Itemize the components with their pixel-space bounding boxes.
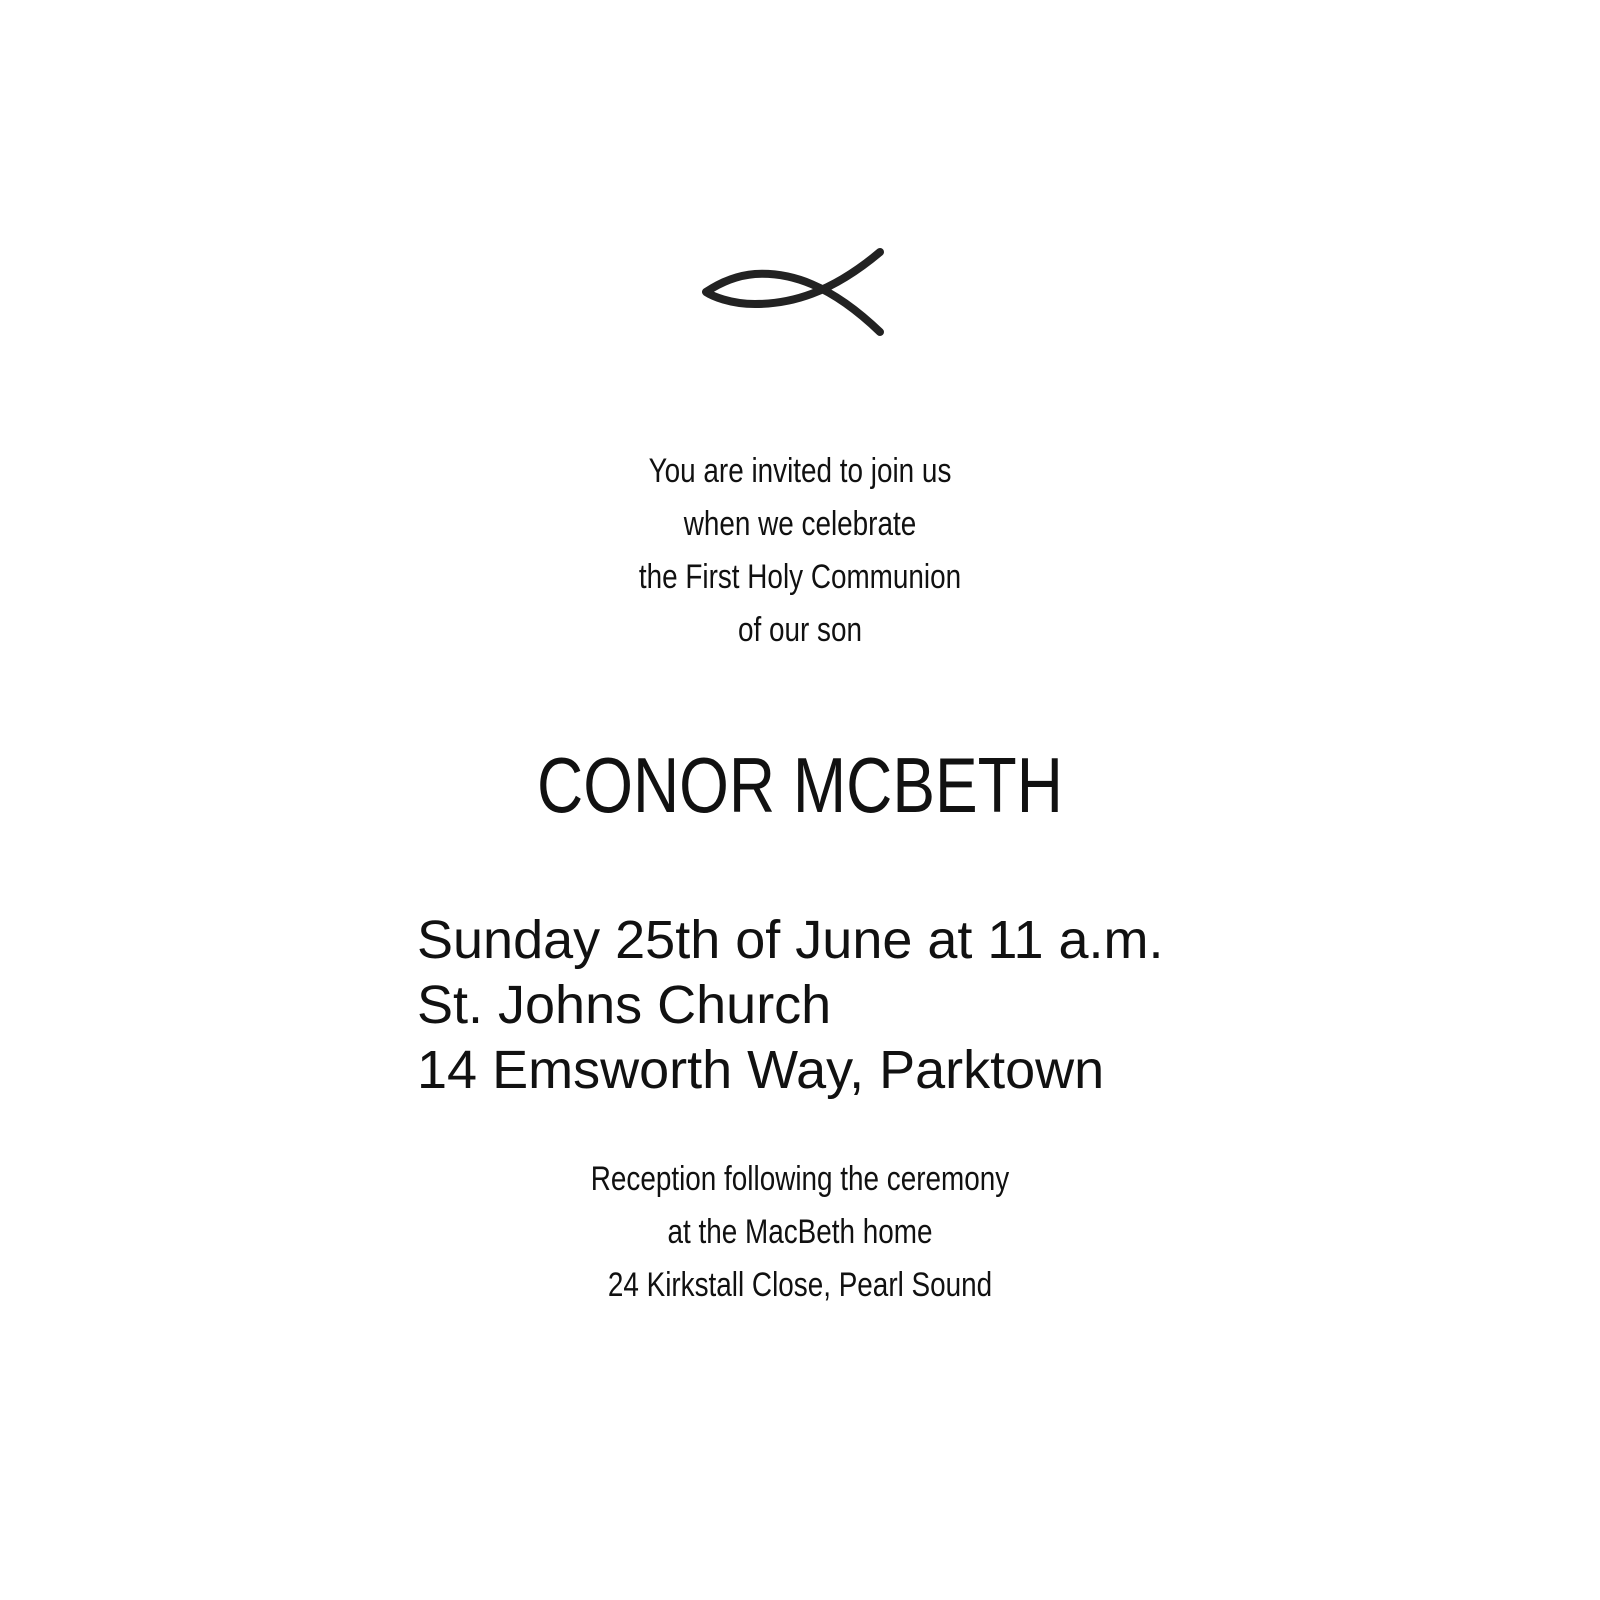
intro-line: of our son: [738, 611, 862, 649]
event-date-time: Sunday 25th of June at 11 a.m.: [417, 910, 1164, 970]
event-venue: St. Johns Church: [417, 975, 832, 1035]
intro-line: You are invited to join us: [648, 452, 952, 490]
intro-line: the First Holy Communion: [638, 558, 962, 596]
event-address: 14 Emsworth Way, Parktown: [417, 1040, 1105, 1100]
reception-line: Reception following the ceremony: [590, 1160, 1010, 1198]
reception-address: 24 Kirkstall Close, Pearl Sound: [607, 1266, 993, 1304]
event-details: [417, 908, 1417, 1103]
invitation-intro: [144, 445, 1456, 657]
child-name: CONOR MCBETH: [537, 741, 1063, 829]
ichthys-fish-icon: [700, 244, 900, 344]
reception-info: [144, 1153, 1456, 1312]
intro-line: when we celebrate: [683, 505, 917, 543]
reception-location: at the MacBeth home: [667, 1213, 933, 1251]
